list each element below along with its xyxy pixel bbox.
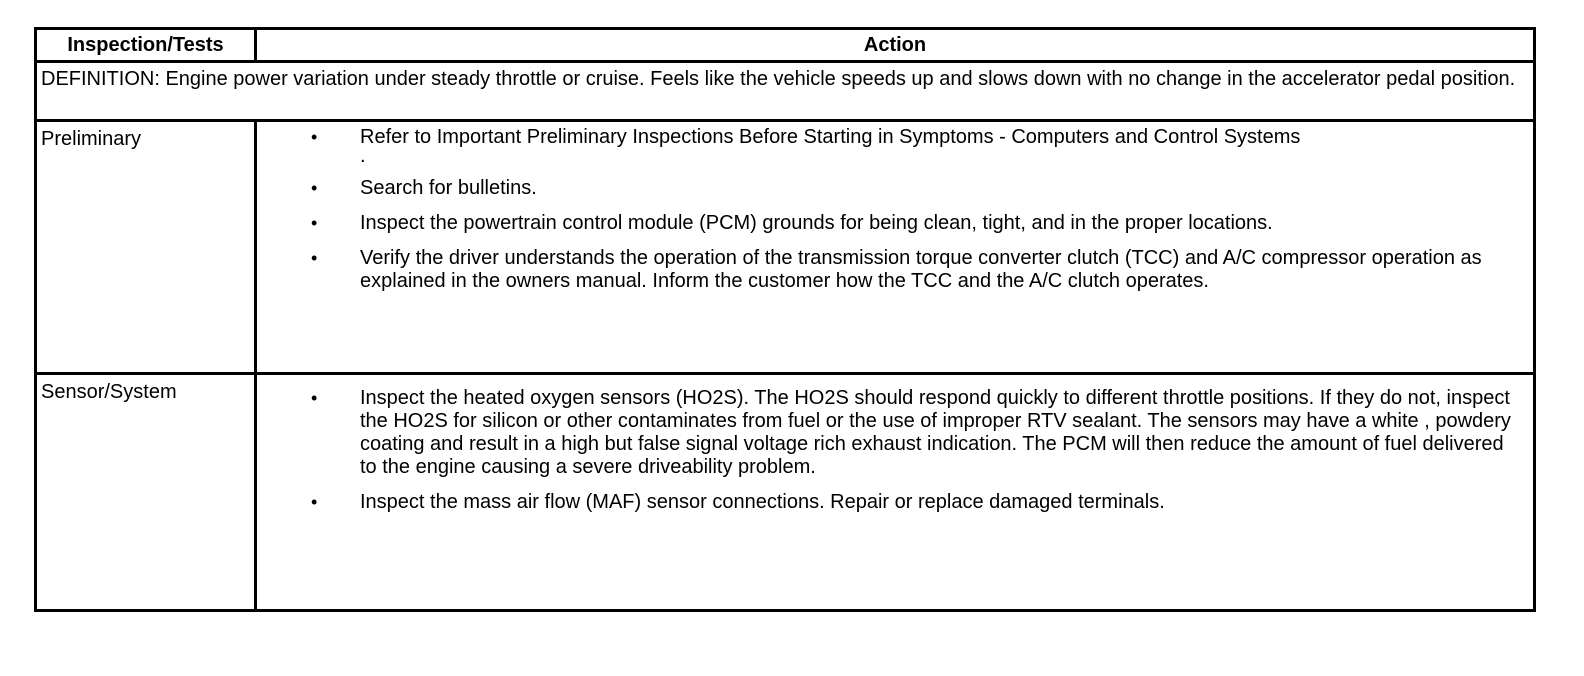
bullet-icon: • — [311, 213, 318, 233]
table-row-sensor-system — [36, 374, 1535, 611]
diagnostic-table — [34, 27, 1536, 612]
table-row-preliminary — [36, 121, 1535, 374]
list-item — [257, 247, 1525, 293]
bullet-icon: • — [311, 178, 318, 198]
preliminary-bullet-list — [257, 122, 1525, 293]
sensor-system-bullet-list — [257, 375, 1525, 514]
action-cell-preliminary — [256, 121, 1535, 374]
header-action-label: Action — [863, 34, 927, 56]
bullet-icon: • — [311, 388, 318, 408]
action-cell-sensor-system — [256, 374, 1535, 611]
list-item — [257, 212, 1525, 235]
bullet-text: Verify the driver understands the operation of the transmission torque converter clutch (TCC) and A/C compressor operation as explained in the owners manual. Inform the customer how the TCC and the A/C clutch operates. — [360, 247, 1482, 292]
list-item — [257, 387, 1525, 479]
bullet-text: Inspect the mass air flow (MAF) sensor connections. Repair or replace damaged terminals. — [360, 491, 1165, 513]
definition-text: DEFINITION: Engine power variation under steady throttle or cruise. Feels like the vehicle speeds up and slows down with no change in the accelerator pedal position. — [41, 68, 1516, 90]
header-action — [256, 29, 1535, 62]
row-label-cell — [36, 374, 256, 611]
bullet-icon: • — [311, 492, 318, 512]
list-item — [257, 491, 1525, 514]
list-item — [257, 177, 1525, 200]
list-item — [257, 126, 1525, 165]
trailing-period: . — [360, 145, 366, 167]
header-inspection-tests — [36, 29, 256, 62]
bullet-text: Refer to Important Preliminary Inspections Before Starting in Symptoms - Computers and Control Systems — [360, 126, 1301, 148]
row-label-sensor-system: Sensor/System — [41, 381, 177, 403]
bullet-icon: • — [311, 248, 318, 268]
bullet-text: Inspect the heated oxygen sensors (HO2S). The HO2S should respond quickly to different throttle positions. If they do not, inspect the HO2S for silicon or other contaminates from fuel or the use of improper RTV sealant. The sensors may have a white , powdery coating and result in a high but false signal voltage rich exhaust indication. The PCM will then reduce the amount of fuel delivered to the engine causing a severe driveability problem. — [360, 387, 1511, 478]
bullet-text: Inspect the powertrain control module (PCM) grounds for being clean, tight, and in the proper locations. — [360, 212, 1273, 234]
header-inspection-tests-label: Inspection/Tests — [67, 34, 224, 56]
table-header-row — [36, 29, 1535, 62]
bullet-icon: • — [311, 127, 318, 147]
row-label-preliminary: Preliminary — [41, 128, 142, 150]
row-label-cell — [36, 121, 256, 374]
definition-cell — [36, 62, 1535, 121]
definition-row — [36, 62, 1535, 121]
bullet-text: Search for bulletins. — [360, 177, 537, 199]
